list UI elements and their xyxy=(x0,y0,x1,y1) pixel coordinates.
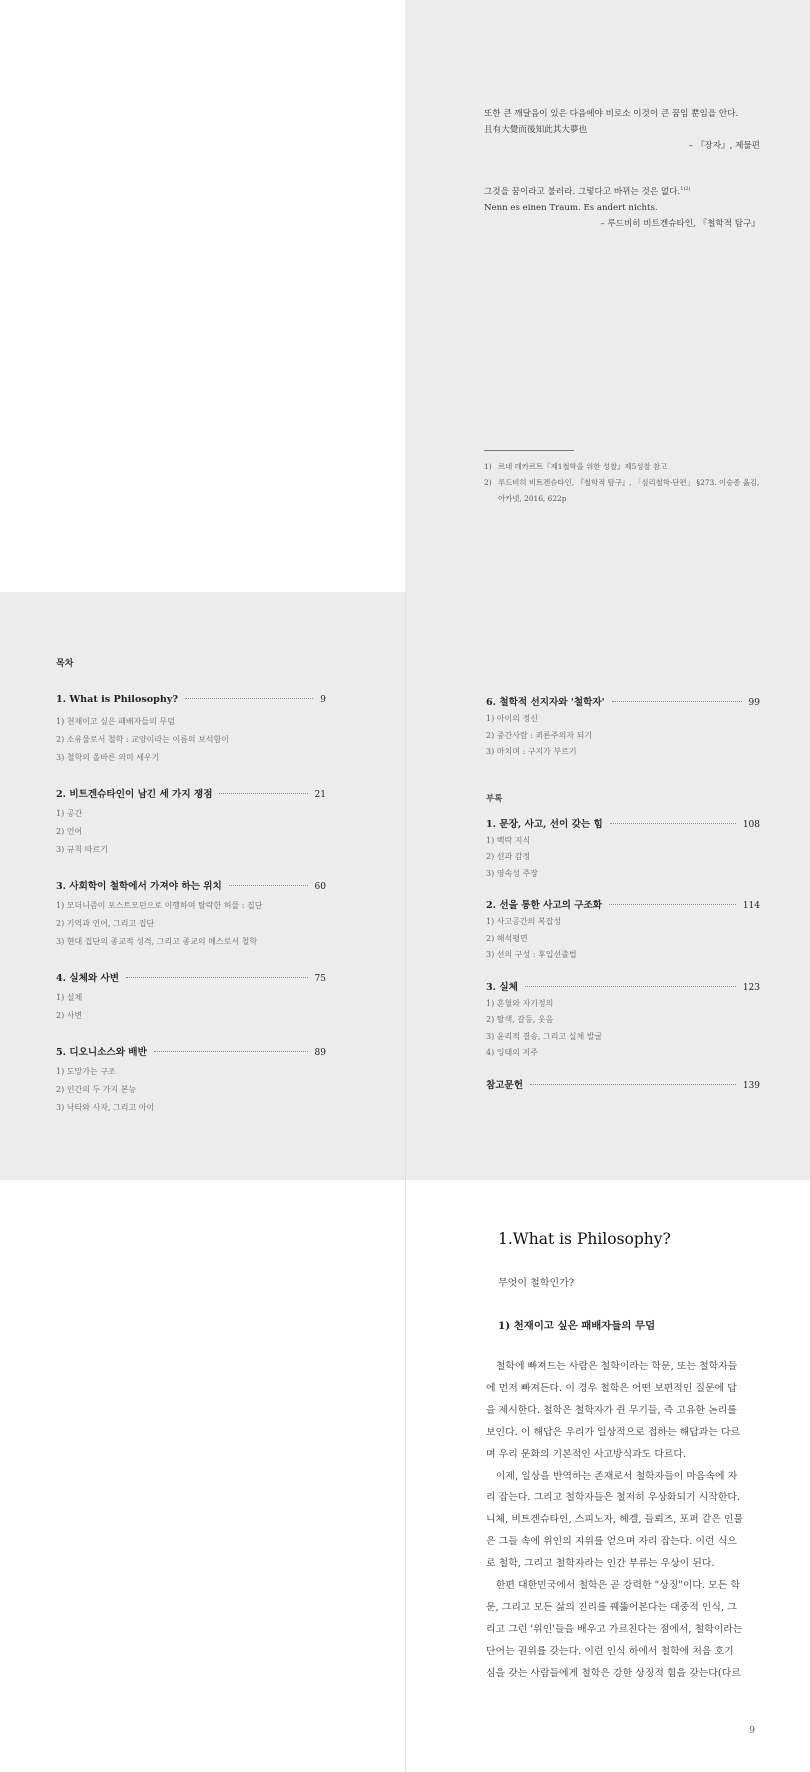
toc-subsection: 2) 사변 xyxy=(56,1011,83,1020)
body-line: 리 잡는다. 그리고 철학자들은 철저히 우상화되기 시작한다. xyxy=(486,1492,741,1504)
toc-subsection: 3) 선의 구성 : 후입선출법 xyxy=(486,950,577,959)
toc-subsection: 3) 철학의 올바른 의미 세우기 xyxy=(56,753,160,762)
chapter-page xyxy=(405,1180,810,1772)
toc-entry xyxy=(56,694,326,767)
toc-leader-dots xyxy=(126,977,308,978)
toc-subsection-list xyxy=(486,914,760,964)
toc-subsection: 3) 낙타와 사자, 그리고 아이 xyxy=(56,1103,155,1112)
toc-appendix xyxy=(486,816,760,1093)
body-line: 며 우리 문화의 기본적인 사고방식과도 다르다. xyxy=(486,1448,687,1460)
body-line: 을 제시한다. 철학은 철학자가 쥔 무기들, 즉 고유한 논리를 xyxy=(486,1404,737,1416)
toc-subsection: 3) 마치며 : 구지가 부르기 xyxy=(486,747,577,756)
toc-subsection: 2) 언어 xyxy=(56,827,83,836)
toc-chapter-heading xyxy=(486,979,760,995)
toc-entry xyxy=(56,970,326,1025)
toc-left-column xyxy=(56,694,326,1136)
toc-subsection-list xyxy=(56,1063,326,1117)
toc-subsection: 2) 선과 감정 xyxy=(486,852,531,861)
toc-right-main xyxy=(486,694,760,761)
toc-chapter-title: 6. 철학적 선지자와 '철학자' xyxy=(486,697,605,708)
toc-chapter-title: 2. 선을 통한 사고의 구조화 xyxy=(486,900,603,911)
toc-title: 목차 xyxy=(56,659,74,669)
body-line: 문, 그리고 모든 삶의 진리를 꿰뚫어본다는 대중적 인식, 그 xyxy=(486,1601,737,1613)
toc-subsection: 2) 중간사람 : 쾨론주의자 되기 xyxy=(486,730,593,740)
toc-leader-dots xyxy=(219,793,307,794)
toc-subsection: 3) 규칙 따르기 xyxy=(56,845,108,854)
toc-chapter-title: 참고문헌 xyxy=(486,1079,524,1091)
toc-chapter-heading xyxy=(56,970,326,986)
toc-subsection: 1) 사고공간의 복잡성 xyxy=(486,917,562,926)
toc-chapter-heading xyxy=(56,1044,326,1060)
toc-chapter-heading xyxy=(486,694,760,710)
toc-subsection: 1) 모더니즘이 포스트모던으로 이행하며 탈락한 허물 : 집단 xyxy=(56,901,263,910)
toc-chapter-title: 2. 비트겐슈타인이 남긴 세 가지 쟁점 xyxy=(56,789,213,800)
body-line: 한편 대한민국에서 철학은 곧 강력한 "상징"이다. 모든 학 xyxy=(486,1580,740,1592)
toc-page-number: 123 xyxy=(742,982,760,993)
toc-subsection: 1) 백락 지식 xyxy=(486,835,531,845)
toc-entry xyxy=(56,786,326,859)
epigraph-korean-line: 그것을 꿈이라고 불러라. 그렇다고 바뀌는 것은 없다.$^{1)2)}$ xyxy=(484,186,691,197)
epigraph-chinese-line: 且有大覺而後知此其大夢也 xyxy=(484,125,588,135)
toc-chapter-heading xyxy=(56,694,326,710)
toc-subsection: 2) 기억과 언어, 그리고 집단 xyxy=(56,919,155,928)
toc-chapter-heading xyxy=(486,897,760,913)
toc-chapter-title: 3. 사회학이 철학에서 가져야 하는 위치 xyxy=(56,881,222,892)
toc-leader-dots xyxy=(530,1084,736,1085)
toc-right-column xyxy=(486,694,760,1108)
toc-chapter-heading xyxy=(56,786,326,802)
appendix-label: 부록 xyxy=(486,793,503,804)
epigraph-page xyxy=(405,0,810,592)
toc-page-number: 108 xyxy=(742,819,760,830)
contents-page-left xyxy=(0,592,405,1180)
epigraph-spread xyxy=(0,0,810,592)
toc-subsection: 1) 공간 xyxy=(56,809,83,818)
toc-chapter-heading xyxy=(486,816,760,832)
chapter-title: 1.What is Philosophy? xyxy=(498,1230,671,1248)
toc-subsection: 2) 소유물로서 철학 : 교양이라는 이름의 보석함이 xyxy=(56,735,229,744)
body-text xyxy=(486,1356,761,1685)
footnote-marker: 1)2) xyxy=(680,186,691,192)
toc-subsection-list xyxy=(56,713,326,767)
toc-chapter-title: 3. 실체 xyxy=(486,981,518,993)
blank-left-page xyxy=(0,1180,405,1772)
toc-chapter-title: 5. 디오니소스와 배반 xyxy=(56,1047,147,1058)
toc-page-number: 9 xyxy=(320,695,326,705)
toc-chapter-title: 1. 문장, 사고, 선이 갖는 힘 xyxy=(486,818,603,830)
toc-subsection: 3) 영속성 주장 xyxy=(486,868,538,878)
body-line: 로 철학, 그리고 철학자라는 인간 부류는 우상이 된다. xyxy=(486,1558,715,1570)
toc-entry xyxy=(486,816,760,883)
body-line: 이제, 일상을 반역하는 존재로서 철학자들이 마음속에 자 xyxy=(486,1470,738,1482)
toc-page-number: 139 xyxy=(742,1080,760,1091)
epigraph-zhuangzi xyxy=(484,106,760,154)
toc-leader-dots xyxy=(185,698,313,699)
footnote-divider xyxy=(484,450,574,451)
epigraph-german-line: Nenn es einen Traum. Es andert nichts. xyxy=(484,202,658,213)
toc-subsection-list xyxy=(486,833,760,883)
toc-subsection: 2) 해석평면 xyxy=(486,933,528,943)
toc-subsection: 2) 인간의 두 가지 본능 xyxy=(56,1085,137,1094)
toc-entry xyxy=(486,979,760,1062)
toc-chapter-title: 1. What is Philosophy? xyxy=(56,694,179,705)
body-line: 보인다. 이 해답은 우리가 일상적으로 접하는 해답과는 다르 xyxy=(486,1426,741,1438)
footnotes xyxy=(484,459,760,507)
toc-leader-dots xyxy=(525,986,736,987)
toc-chapter-title: 4. 실체와 사변 xyxy=(56,973,120,984)
toc-subsection-list xyxy=(56,897,326,951)
toc-leader-dots xyxy=(609,904,736,905)
body-line: 은 그들 속에 위인의 지위를 얻으며 자리 잡는다. 이런 식으 xyxy=(486,1536,737,1548)
blank-left-page xyxy=(0,0,405,592)
toc-subsection: 1) 실체 xyxy=(56,993,83,1002)
chapter-subtitle: 무엇이 철학인가? xyxy=(498,1278,575,1289)
contents-spread xyxy=(0,592,810,1180)
footnote-text: 루드비히 비트겐슈타인, 『철학적 탐구』, 「심리철학-단편」 §273. 이승종 옮김, 아카넷, 2016, 622p xyxy=(498,478,760,503)
contents-page-right xyxy=(405,592,810,1180)
toc-page-number: 75 xyxy=(314,974,326,984)
body-line: 심을 갖는 사람들에게 철학은 강한 상징적 힘을 갖는다(다르 xyxy=(486,1667,741,1679)
toc-subsection-list xyxy=(56,805,326,859)
epigraph-wittgenstein xyxy=(484,181,760,232)
toc-chapter-heading xyxy=(56,878,326,894)
toc-page-number: 99 xyxy=(748,698,760,708)
toc-subsection: 1) 천재이고 싶은 패배자들의 무덤 xyxy=(56,717,175,726)
toc-subsection: 4) 잉태의 저주 xyxy=(486,1048,538,1057)
toc-entry xyxy=(486,694,760,761)
toc-entry xyxy=(56,1044,326,1117)
toc-leader-dots xyxy=(612,701,742,702)
toc-leader-dots xyxy=(610,823,736,824)
footnote xyxy=(484,459,760,475)
toc-entry xyxy=(486,1077,760,1093)
footnote xyxy=(484,475,760,507)
toc-page-number: 21 xyxy=(314,790,326,800)
toc-subsection-list xyxy=(486,711,760,761)
body-line: 단어는 권위를 갖는다. 이런 인식 하에서 철학에 처음 호기 xyxy=(486,1645,734,1657)
toc-chapter-heading xyxy=(486,1077,760,1093)
toc-entry xyxy=(486,897,760,964)
footnote-text: 르네 데카르트『제1철학을 위한 성찰』제5성찰 참고 xyxy=(498,462,668,471)
epigraph-attribution: – 『장자』, 제물편 xyxy=(688,141,760,151)
toc-page-number: 89 xyxy=(314,1048,326,1058)
toc-leader-dots xyxy=(154,1051,308,1052)
footnote-number: 1) xyxy=(484,462,492,471)
toc-subsection-list xyxy=(56,989,326,1025)
body-line: 니체, 비트겐슈타인, 스피노자, 헤겔, 들뢰즈, 포퍼 같은 인물 xyxy=(486,1514,744,1526)
toc-subsection: 3) 윤리적 결송, 그리고 실체 발굴 xyxy=(486,1031,603,1041)
toc-page-number: 60 xyxy=(314,882,326,892)
toc-subsection: 3) 현대 집단의 종교적 성격, 그리고 종교의 메스로서 철학 xyxy=(56,937,258,946)
section-title: 1) 천재이고 싶은 패배자들의 무덤 xyxy=(498,1320,656,1332)
footnote-number: 2) xyxy=(484,478,492,487)
toc-leader-dots xyxy=(229,885,308,886)
toc-entry xyxy=(56,878,326,951)
body-line: 에 먼저 빠져든다. 이 경우 철학은 어떤 보편적인 질문에 답 xyxy=(486,1382,737,1394)
toc-subsection: 2) 탈색, 갈등, 웃음 xyxy=(486,1015,554,1024)
toc-page-number: 114 xyxy=(742,901,760,911)
toc-subsection: 1) 흔혈와 자기정의 xyxy=(486,998,554,1008)
page-number: 9 xyxy=(749,1726,755,1736)
toc-subsection-list xyxy=(486,996,760,1062)
toc-subsection: 1) 아이의 정신 xyxy=(486,714,538,723)
body-line: 철학에 빠져드는 사람은 철학이라는 학문, 또는 철학자들 xyxy=(486,1361,738,1372)
chapter-spread xyxy=(0,1180,810,1772)
epigraph-attribution: – 루드비히 비트겐슈타인, 『철학적 탐구』 xyxy=(600,218,760,229)
body-line: 리고 그런 '위인'들을 배우고 가르친다는 점에서, 철학이라는 xyxy=(486,1623,743,1635)
toc-subsection: 1) 도망가는 구조 xyxy=(56,1067,116,1076)
epigraph-korean-line: 또한 큰 깨달음이 있은 다음에야 비로소 이것이 큰 꿈임 뿐임을 안다. xyxy=(484,109,739,119)
